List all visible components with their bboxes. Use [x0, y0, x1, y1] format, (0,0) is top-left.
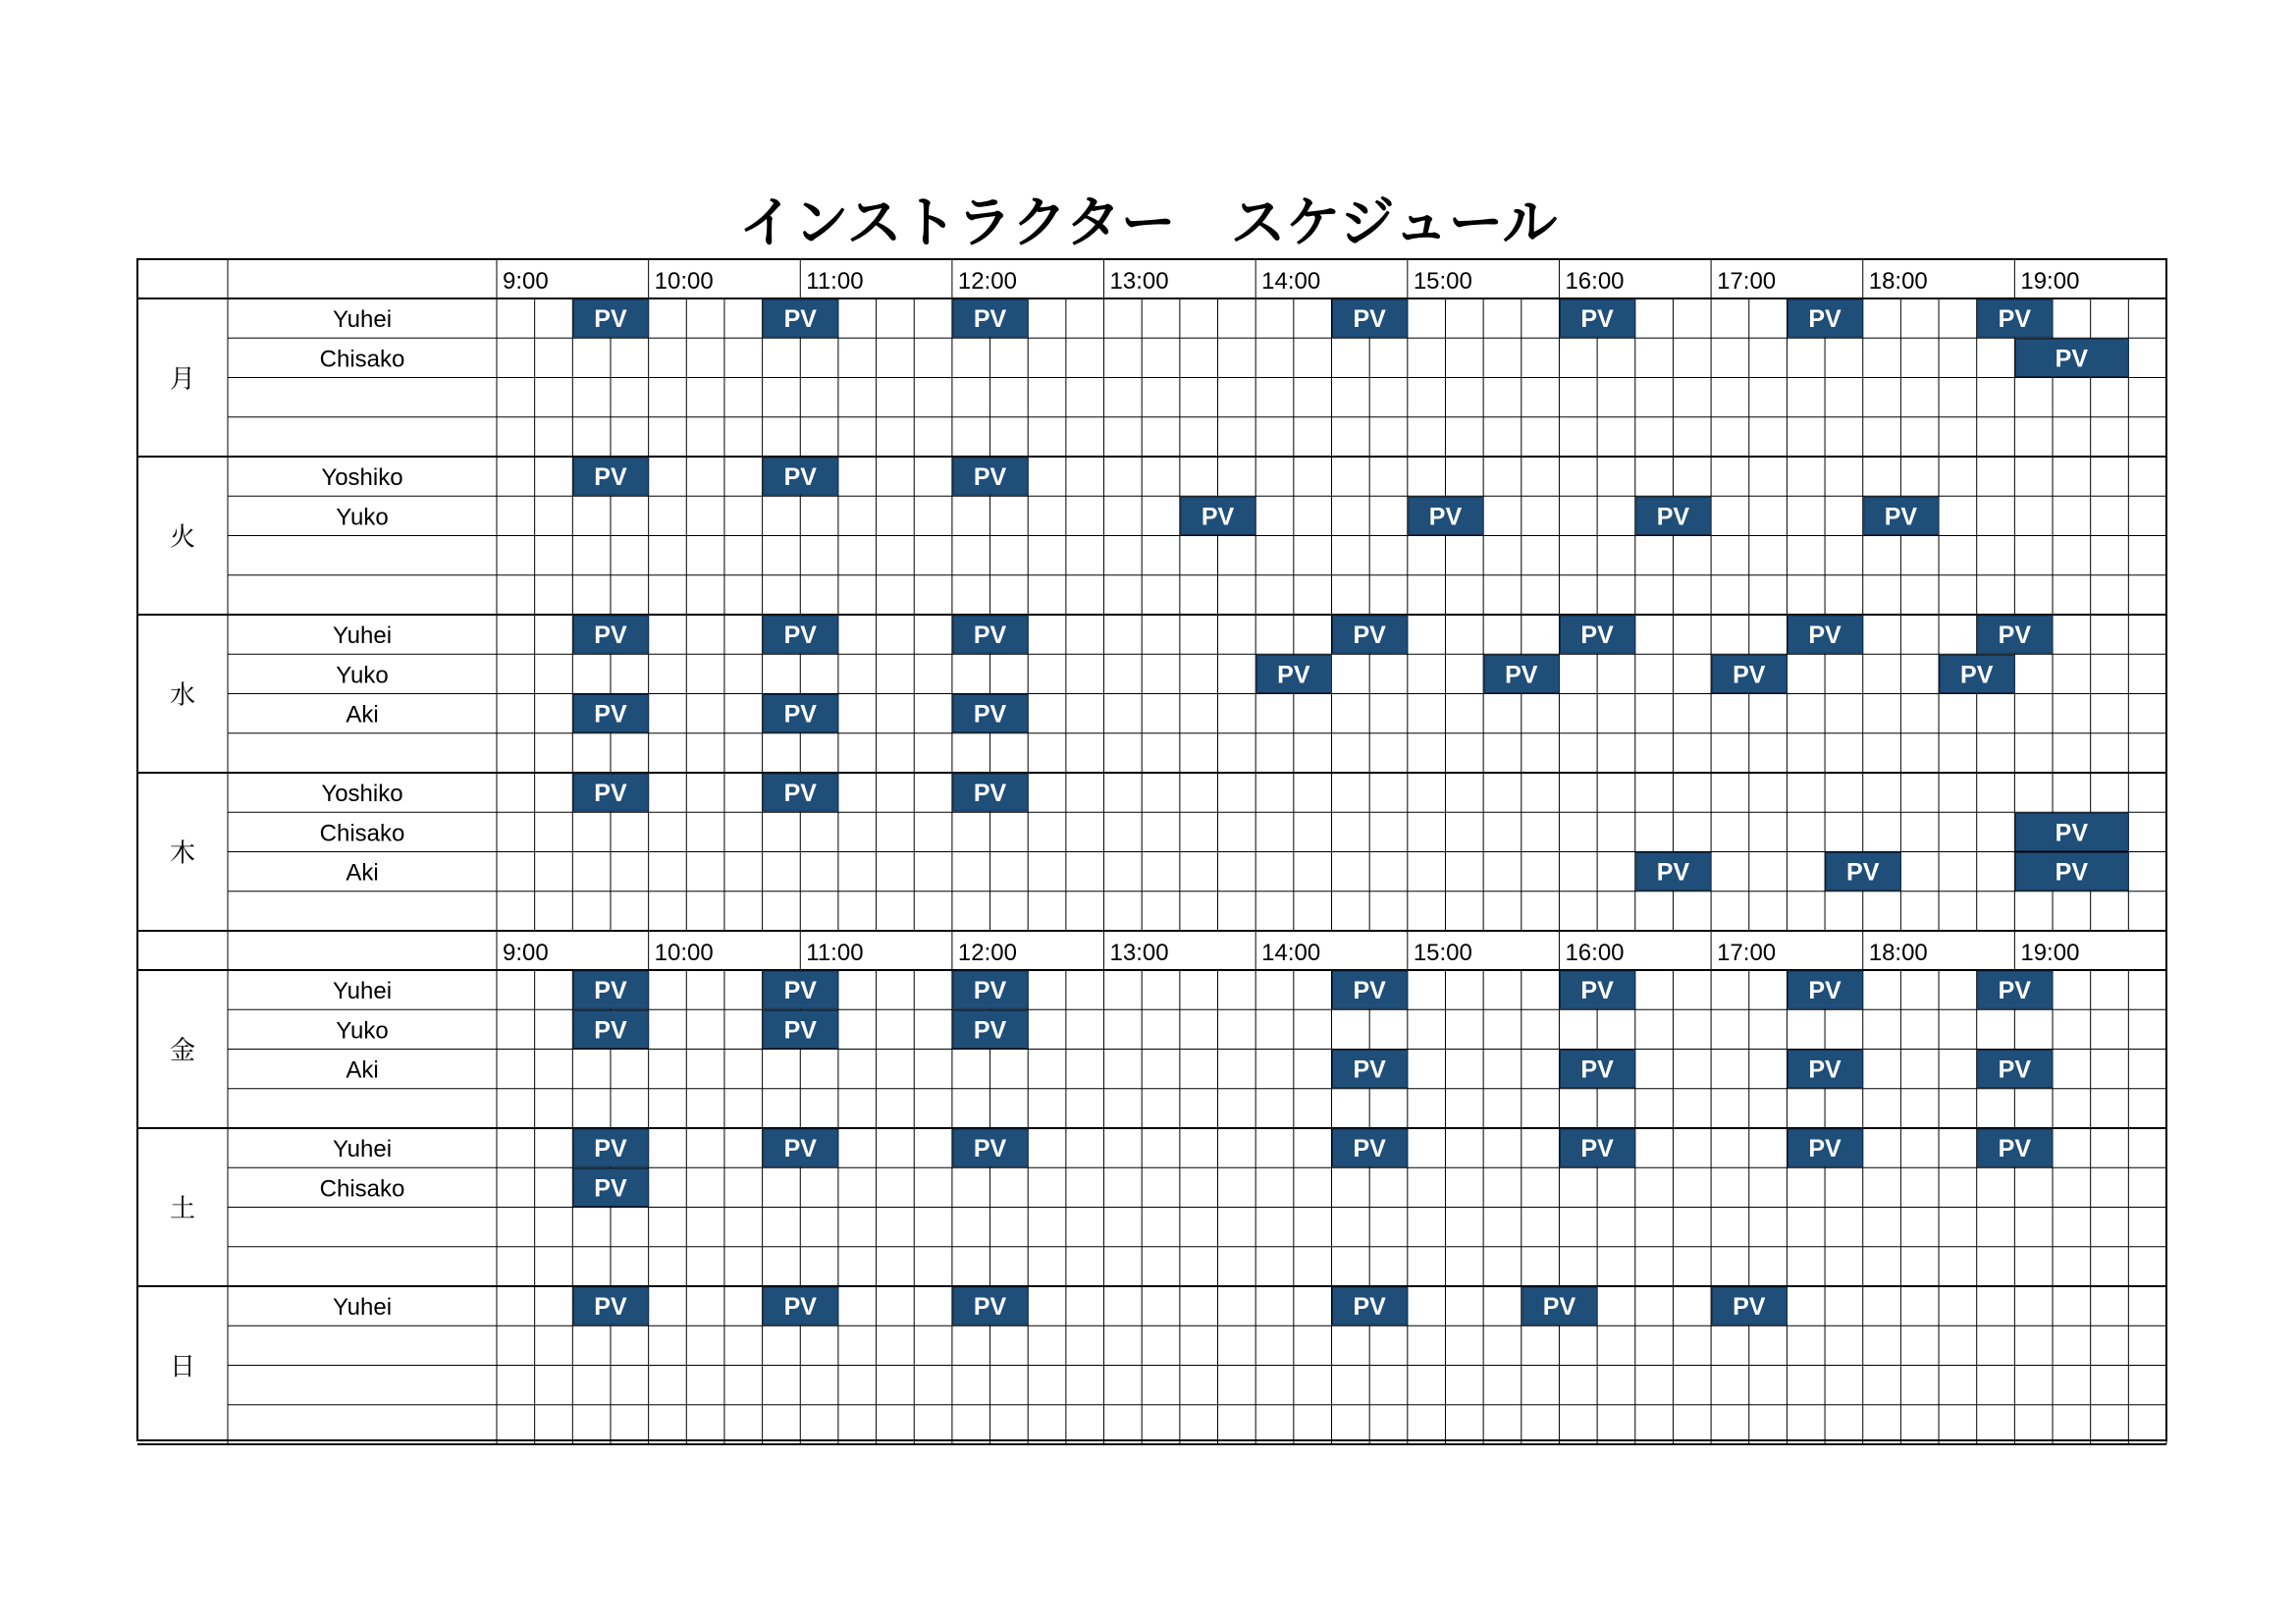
- session-label: PV: [1505, 661, 1538, 689]
- session-label: PV: [973, 700, 1007, 729]
- day-label: 月: [169, 364, 196, 395]
- time-label: 12:00: [957, 940, 1017, 966]
- time-label: 12:00: [957, 268, 1017, 295]
- instructor-name: Aki: [346, 701, 379, 729]
- instructor-name: Yuhei: [332, 1294, 393, 1321]
- day-label: 火: [169, 522, 196, 553]
- session-label: PV: [1998, 622, 2032, 649]
- session-label: PV: [973, 977, 1007, 1004]
- session-label: PV: [783, 977, 817, 1004]
- session-label: PV: [783, 622, 817, 649]
- instructor-name: Chisako: [319, 1175, 405, 1203]
- session-label: PV: [594, 1135, 627, 1163]
- session-label: PV: [594, 463, 627, 491]
- session-label: PV: [1580, 1135, 1614, 1163]
- session-label: PV: [1998, 1055, 2032, 1084]
- session-label: PV: [783, 1293, 817, 1321]
- day-label: 水: [169, 680, 196, 711]
- session-label: PV: [1733, 1293, 1766, 1321]
- session-label: PV: [1580, 622, 1614, 649]
- time-label: 13:00: [1109, 940, 1169, 966]
- session-label: PV: [1808, 1135, 1842, 1163]
- session-label: PV: [1998, 305, 2032, 333]
- session-label: PV: [2055, 345, 2089, 373]
- instructor-name: Chisako: [319, 820, 405, 847]
- time-label: 9:00: [503, 940, 549, 966]
- session-label: PV: [1808, 977, 1842, 1004]
- table-border: [137, 259, 2166, 1440]
- session-label: PV: [783, 1135, 817, 1163]
- time-label: 15:00: [1413, 268, 1472, 295]
- time-label: 19:00: [2020, 268, 2080, 295]
- time-label: 9:00: [503, 268, 549, 295]
- session-label: PV: [783, 463, 817, 491]
- session-label: PV: [1580, 977, 1614, 1004]
- session-label: PV: [1808, 622, 1842, 649]
- session-label: PV: [1808, 1055, 1842, 1084]
- session-label: PV: [1542, 1293, 1576, 1321]
- time-label: 17:00: [1717, 940, 1777, 966]
- instructor-name: Aki: [346, 1056, 379, 1084]
- session-label: PV: [594, 780, 627, 807]
- session-label: PV: [1808, 305, 1842, 333]
- session-label: PV: [973, 1135, 1007, 1163]
- day-label: 木: [169, 839, 196, 869]
- session-label: PV: [783, 780, 817, 807]
- session-label: PV: [1884, 503, 1918, 531]
- session-label: PV: [1353, 1135, 1386, 1163]
- time-label: 16:00: [1565, 940, 1625, 966]
- session-label: PV: [1656, 503, 1690, 531]
- session-label: PV: [2055, 858, 2089, 887]
- day-label: 金: [169, 1036, 196, 1066]
- instructor-name: Aki: [346, 859, 379, 887]
- time-label: 17:00: [1717, 268, 1777, 295]
- session-label: PV: [973, 305, 1007, 333]
- day-label: 日: [169, 1352, 196, 1382]
- session-label: PV: [1998, 977, 2032, 1004]
- time-label: 19:00: [2020, 940, 2080, 966]
- instructor-name: Yuko: [336, 504, 389, 531]
- session-label: PV: [783, 700, 817, 729]
- session-label: PV: [594, 700, 627, 729]
- time-label: 10:00: [654, 940, 714, 966]
- session-label: PV: [1998, 1135, 2032, 1163]
- session-label: PV: [973, 463, 1007, 491]
- session-label: PV: [1428, 503, 1463, 531]
- session-label: PV: [1733, 661, 1766, 689]
- time-label: 11:00: [806, 268, 864, 295]
- time-label: 15:00: [1413, 940, 1472, 966]
- instructor-name: Yuko: [336, 662, 389, 689]
- session-label: PV: [1353, 305, 1386, 333]
- time-label: 18:00: [1868, 940, 1928, 966]
- session-label: PV: [1353, 1293, 1386, 1321]
- session-label: PV: [1580, 1055, 1614, 1084]
- session-label: PV: [973, 1293, 1007, 1321]
- session-label: PV: [594, 305, 627, 333]
- time-label: 11:00: [806, 940, 864, 966]
- session-label: PV: [594, 1016, 627, 1045]
- session-label: PV: [783, 1016, 817, 1045]
- session-label: PV: [1201, 503, 1235, 531]
- instructor-name: Yoshiko: [321, 781, 403, 807]
- session-label: PV: [1846, 858, 1880, 887]
- instructor-name: Yuhei: [332, 306, 393, 333]
- session-label: PV: [1656, 858, 1690, 887]
- session-label: PV: [1353, 977, 1386, 1004]
- instructor-name: Chisako: [319, 346, 405, 373]
- time-label: 18:00: [1868, 268, 1928, 295]
- session-label: PV: [973, 1016, 1007, 1045]
- time-label: 14:00: [1261, 268, 1321, 295]
- session-label: PV: [594, 622, 627, 649]
- session-label: PV: [594, 1174, 627, 1203]
- page-title: インストラクター スケジュール: [738, 191, 1558, 255]
- instructor-name: Yuhei: [332, 978, 393, 1004]
- session-label: PV: [973, 780, 1007, 807]
- time-label: 10:00: [654, 268, 714, 295]
- time-label: 16:00: [1565, 268, 1625, 295]
- session-label: PV: [1353, 622, 1386, 649]
- time-label: 13:00: [1109, 268, 1169, 295]
- session-label: PV: [2055, 819, 2089, 847]
- session-label: PV: [1353, 1055, 1386, 1084]
- session-label: PV: [1277, 661, 1310, 689]
- instructor-name: Yoshiko: [321, 464, 403, 491]
- instructor-name: Yuhei: [332, 1136, 393, 1163]
- time-label: 14:00: [1261, 940, 1321, 966]
- instructor-name: Yuko: [336, 1017, 389, 1045]
- session-label: PV: [973, 622, 1007, 649]
- session-label: PV: [1960, 661, 1994, 689]
- session-label: PV: [594, 1293, 627, 1321]
- session-label: PV: [594, 977, 627, 1004]
- instructor-name: Yuhei: [332, 622, 393, 649]
- session-label: PV: [783, 305, 817, 333]
- day-label: 土: [169, 1194, 196, 1224]
- session-label: PV: [1580, 305, 1614, 333]
